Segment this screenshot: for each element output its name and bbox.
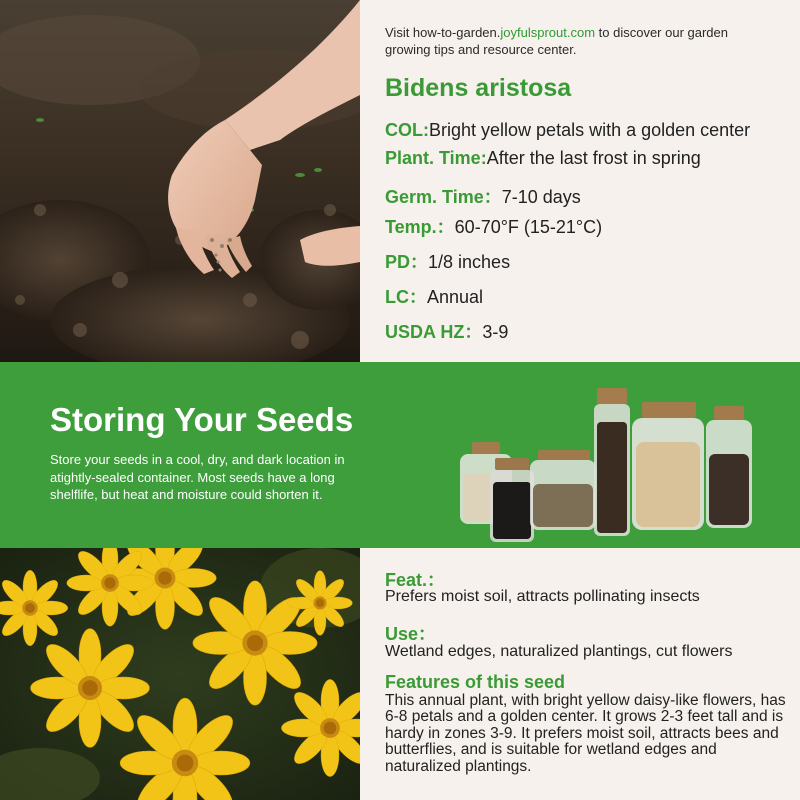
spec-germination-time: Germ. Time：7-10 days [385, 187, 581, 207]
spec-planting-time: Plant. Time:After the last frost in spring [385, 148, 701, 168]
storing-text: Store your seeds in a cool, dry, and dark location in atightly-sealed container. Most seeds have a long shelflife, but heat and moisture could shorten it. [50, 452, 345, 502]
features-text: This annual plant, with bright yellow daisy-like flowers, has 6-8 petals and a golden center. It grows 2-3 feet tall and is hardy in zones 3-9. It prefers moist soil, attracts bees and butterflies, and is suitable for wetland edges and naturalized plantings. [385, 692, 786, 775]
brand-link[interactable]: joyfulsprout.com [500, 25, 596, 40]
storing-title: Storing Your Seeds [50, 401, 354, 438]
storing-seeds-band [0, 362, 800, 548]
spec-usda-zone: USDA HZ：3-9 [385, 322, 509, 342]
feat-label: Feat.： [385, 570, 446, 590]
use-text: Wetland edges, naturalized plantings, cut flowers [385, 643, 733, 660]
visit-website-text [385, 24, 745, 58]
spec-color: COL:Bright yellow petals with a golden center [385, 120, 751, 140]
spec-temperature: Temp.：60-70°F (15-21°C) [385, 217, 603, 237]
spec-life-cycle: LC：Annual [385, 287, 484, 307]
feat-text: Prefers moist soil, attracts pollinating insects [385, 588, 700, 605]
use-label: Use： [385, 624, 437, 644]
spec-planting-depth: PD：1/8 inches [385, 252, 511, 272]
yellow-flowers-photo [0, 548, 360, 800]
plant-name: Bidens aristosa [385, 74, 572, 102]
soil-hand-photo [0, 0, 360, 362]
seed-jars-image [452, 382, 762, 542]
visit-prefix: Visit how-to-garden. [385, 25, 501, 40]
visit-suffix: to discover our garden growing tips and resource center. [385, 25, 728, 57]
top-section [0, 0, 800, 362]
features-label: Features of this seed [385, 672, 566, 692]
